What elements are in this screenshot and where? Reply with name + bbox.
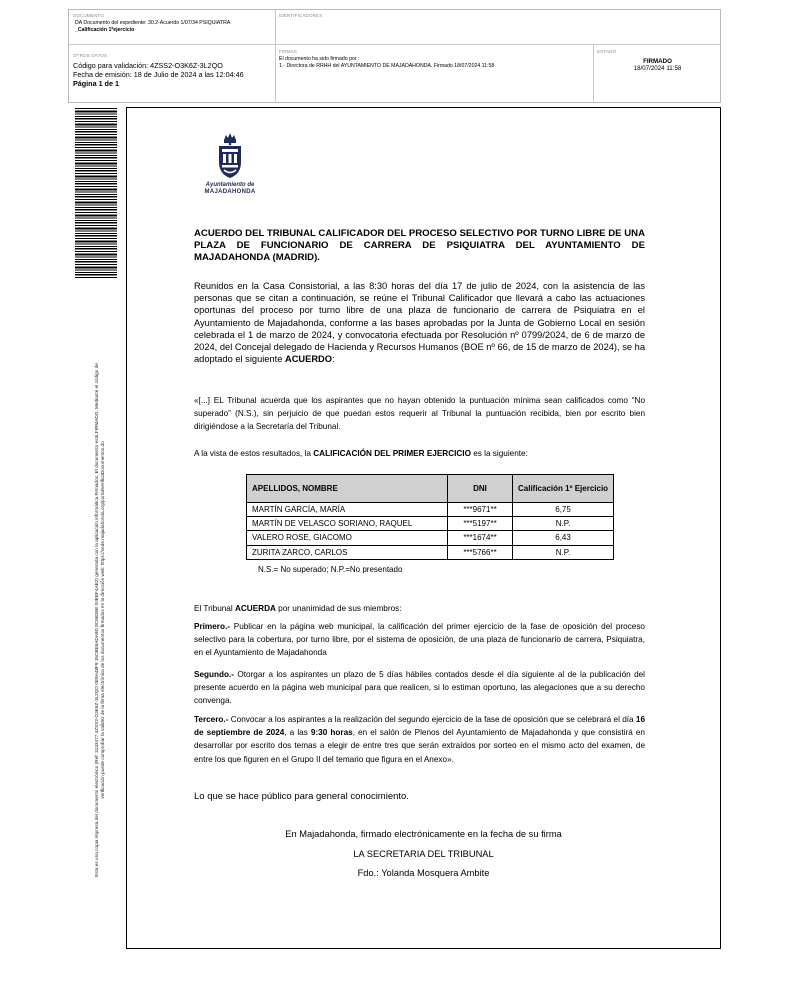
cell-nombre: MARTÍN DE VELASCO SORIANO, RAQUEL	[247, 517, 448, 531]
side-text-line2: verificación puede comprobar la validez de la firma electrónica de los documentos firmados en la dirección web: https://sede.majadahonda.org/portal/verificaDocumentos.do	[100, 441, 105, 799]
primero-text: Publicar en la página web municipal, la calificación del primer ejercicio de la fase de oposición del proceso selectivo para la cobertura, por turno libre, por el sistema de oposición, de una plaza de funcionario de carrera, Psiquiatra, en el Ayuntamiento de Majadahonda	[194, 622, 645, 658]
identificadores-label: IDENTIFICADORES	[279, 13, 323, 18]
primero-paragraph	[194, 620, 645, 660]
firma-line1: En Majadahonda, firmado electrónicamente en la fecha de su firma	[285, 829, 562, 839]
table-row	[247, 517, 614, 531]
coat-of-arms-icon	[210, 132, 250, 182]
logo-line2: MAJADAHONDA	[204, 188, 256, 195]
cell-nota: N.P.	[513, 545, 614, 559]
intro-text: Reunidos en la Casa Consistorial, a las 8:30 horas del día 17 de julio de 2024, con la asistencia de las personas que se citan a continuación, se reúne el Tribunal Calificador que llevará a cabo las actuaciones oportunas del proceso por turno libre de una plaza de funcionario de carrera de Psiquiatra en el Ayuntamiento de Majadahonda, conforme a las bases aprobadas por la Junta de Gobierno Local en sesión celebrada el 1 de marzo de 2024, y convocatoria efectuada por Resolución nº 0799/2024, de 6 de marzo de 2024, del Concejal delegado de Hacienda y Recursos Humanos (BOE nº 66, de 15 de marzo de 2024), se ha adoptado el siguiente	[194, 281, 645, 365]
header-divider	[275, 10, 276, 103]
fecha-emision: Fecha de emisión: 18 de Julio de 2024 a las 12:04:46	[73, 70, 244, 79]
cell-dni: ***5766**	[448, 545, 513, 559]
tercero-text-a: Convocar a los aspirantes a la realización del segundo ejercicio de la fase de oposición que se celebrará el día	[228, 715, 636, 724]
intro-end: :	[332, 354, 335, 365]
cell-dni: ***1674**	[448, 531, 513, 545]
estado-value: FIRMADO	[643, 58, 672, 65]
col-header-dni: DNI	[448, 475, 513, 503]
cell-nombre: ZURITA ZARCO, CARLOS	[247, 545, 448, 559]
estado-fecha: 18/07/2024 11:58	[633, 65, 682, 72]
cell-nota: 6,43	[513, 531, 614, 545]
majadahonda-logo	[198, 132, 262, 202]
tercero-paragraph	[194, 713, 645, 766]
table-row	[247, 531, 614, 545]
cell-nombre: VALERO ROSE, GIACOMO	[247, 531, 448, 545]
vista-pre: A la vista de estos resultados, la	[194, 449, 314, 458]
table-legend: N.S.= No superado; N.P.=No presentado	[258, 565, 403, 574]
documento-line2: _Calificación 1ºejercicio	[75, 27, 135, 33]
cell-dni: ***9671**	[448, 503, 513, 517]
document-info-header	[68, 9, 721, 103]
segundo-label: Segundo.-	[194, 670, 235, 679]
segundo-paragraph	[194, 668, 645, 708]
firma-line3: Fdo.: Yolanda Mosquera Ambite	[357, 868, 490, 878]
results-table	[246, 474, 614, 560]
tercero-text-c: , a las	[284, 728, 311, 738]
tercero-label: Tercero.-	[194, 715, 229, 724]
quote-paragraph: «[...] EL Tribunal acuerda que los aspirantes que no hayan obtenido la puntuación mínima sean calificados como “No superado” (N.S.), sin perjuicio de que puedan estos requerir al Tribunal la puntuación recibida, bien por escrito bien dirigiéndose a la Secretaría del Tribunal.	[194, 396, 645, 432]
firmas-line1: El documento ha sido firmado por :	[279, 56, 360, 62]
logo-line1: Ayuntamiento de	[205, 182, 255, 188]
header-divider	[593, 44, 594, 103]
acuerda-pre: El Tribunal	[194, 604, 235, 613]
table-row	[247, 503, 614, 517]
segundo-text: Otorgar a los aspirantes un plazo de 5 días hábiles contados desde el día siguiente al de la publicación del presente acuerdo en la página web municipal para que realicen, si lo estiman oportuno, las alegaciones que a su derecho convenga.	[194, 670, 645, 706]
documento-label: DOCUMENTO	[73, 13, 104, 18]
publico-paragraph: Lo que se hace público para general conocimiento.	[194, 791, 409, 802]
documento-line1: DA Documento del expediente: 30.2-Acuerdo 1/07/34 PSIQUIATRA	[75, 20, 231, 26]
firmas-label: FIRMAS	[279, 49, 297, 54]
table-row	[247, 545, 614, 559]
intro-paragraph	[194, 280, 645, 365]
pagina: Página 1 de 1	[73, 79, 119, 88]
tercero-text-e: , en el salón de Plenos del Ayuntamiento de Majadahonda y que consistirá en desarrollar por escrito dos temas a elegir de entre tres que serán extraídos por sorteo en el mismo acto del examen, de entre los que figuren en el Grupo II del temario que figura en el Anexo».	[194, 728, 645, 764]
vista-post: es la siguiente:	[470, 449, 528, 458]
vista-paragraph	[194, 447, 645, 460]
col-header-nombre: APELLIDOS, NOMBRE	[247, 475, 448, 503]
cell-nota: N.P.	[513, 517, 614, 531]
acuerda-bold: ACUERDA	[234, 604, 276, 613]
cell-nombre: MARTÍN GARCÍA, MARÍA	[247, 503, 448, 517]
side-text-line1: Esta es una copia impresa del documento electrónico (Ref: 3133477 4ZSS2-O3K6Z-3L2QO 0E8A48F9 15CBE6ADA9D 8C6B35E 00EEF4AE2) generada con la aplicación informática Firmadoc. El documento está FIRMADO. Mediante el código de	[94, 363, 99, 877]
vista-bold: CALIFICACIÓN DEL PRIMER EJERCICIO	[313, 449, 471, 458]
tercero-fecha: 16 de septiembre de 2024	[194, 715, 645, 738]
tercero-hora: 9:30 horas	[310, 728, 353, 738]
codigo-validacion: Código para validación: 4ZSS2-O3K6Z-3L2QO	[73, 61, 223, 70]
primero-label: Primero.-	[194, 622, 230, 631]
cell-dni: ***5197**	[448, 517, 513, 531]
intro-acuerdo: ACUERDO	[285, 354, 333, 365]
firmas-line2: 1.- Directora de RRHH del AYUNTAMIENTO DE MAJADAHONDA. Firmado 18/07/2024 11:58	[279, 63, 495, 69]
barcode	[75, 108, 117, 278]
col-header-calificacion: Calificación 1º Ejercicio	[513, 475, 614, 503]
estado-label: ESTADO	[597, 49, 617, 54]
header-divider	[69, 44, 720, 45]
firma-line2: LA SECRETARIA DEL TRIBUNAL	[353, 849, 494, 859]
table-header-row	[247, 475, 614, 503]
acuerda-post: por unanimidad de sus miembros:	[275, 604, 402, 613]
cell-nota: 6,75	[513, 503, 614, 517]
document-title: ACUERDO DEL TRIBUNAL CALIFICADOR DEL PROCESO SELECTIVO POR TURNO LIBRE DE UNA PLAZA DE FUNCIONARIO DE CARRERA DE PSIQUIATRA DEL AYUNTAMIENTO DE MAJADAHONDA (MADRID).	[194, 228, 645, 264]
otros-datos-label: OTROS DATOS	[73, 53, 108, 58]
side-verification-text	[94, 280, 106, 960]
acuerda-paragraph	[194, 602, 645, 615]
